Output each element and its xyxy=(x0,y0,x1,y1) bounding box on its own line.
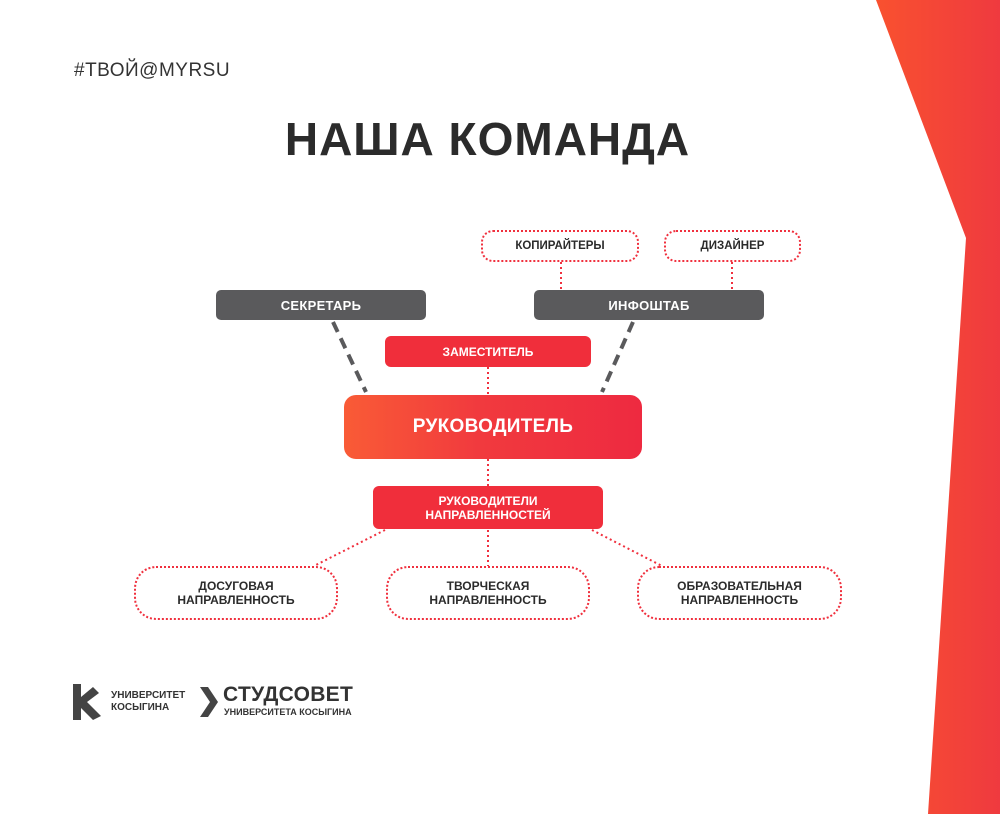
infoshtab-label: ИНФОШТАБ xyxy=(608,297,690,313)
hashtag: #ТВОЙ@MYRSU xyxy=(74,60,231,81)
creative-direction-line1: ТВОРЧЕСКАЯ xyxy=(446,579,530,593)
university-logo xyxy=(73,684,193,720)
designer-label: ДИЗАЙНЕР xyxy=(700,240,765,252)
university-logo-icon xyxy=(73,684,103,720)
connector-leisure xyxy=(314,530,385,566)
connector-infoshtab xyxy=(602,322,633,392)
university-logo-line1: УНИВЕРСИТЕТ xyxy=(111,690,186,701)
deputy-label: ЗАМЕСТИТЕЛЬ xyxy=(442,344,534,359)
creative-direction-node xyxy=(386,566,590,620)
head-node xyxy=(344,395,642,459)
connector-secretary xyxy=(333,322,366,392)
chevron-icon xyxy=(200,687,218,717)
direction-heads-node xyxy=(373,486,603,529)
studsovet-name: СТУДСОВЕТ xyxy=(223,683,354,706)
secretary-label: СЕКРЕТАРЬ xyxy=(280,297,362,313)
page-title: НАША КОМАНДА xyxy=(284,113,691,165)
university-logo-line2: КОСЫГИНА xyxy=(111,702,170,713)
copywriters-node xyxy=(481,230,639,262)
leisure-direction-line2: НАПРАВЛЕННОСТЬ xyxy=(177,593,295,607)
studsovet-subtitle: УНИВЕРСИТЕТА КОСЫГИНА xyxy=(224,707,352,717)
designer-node xyxy=(664,230,801,262)
infoshtab-node xyxy=(534,290,764,320)
connector-educational xyxy=(592,530,662,566)
deputy-node xyxy=(385,336,591,367)
direction-heads-line1: РУКОВОДИТЕЛИ xyxy=(438,493,538,508)
educational-direction-node xyxy=(637,566,842,620)
educational-direction-line1: ОБРАЗОВАТЕЛЬНАЯ xyxy=(677,579,802,593)
creative-direction-line2: НАПРАВЛЕННОСТЬ xyxy=(429,593,547,607)
educational-direction-line2: НАПРАВЛЕННОСТЬ xyxy=(680,593,799,607)
copywriters-label: КОПИРАЙТЕРЫ xyxy=(515,240,605,252)
secretary-node xyxy=(216,290,426,320)
head-label: РУКОВОДИТЕЛЬ xyxy=(412,416,574,437)
direction-heads-line2: НАПРАВЛЕННОСТЕЙ xyxy=(425,507,551,522)
studsovet-logo xyxy=(200,684,370,720)
leisure-direction-node xyxy=(134,566,338,620)
leisure-direction-line1: ДОСУГОВАЯ xyxy=(198,579,274,593)
